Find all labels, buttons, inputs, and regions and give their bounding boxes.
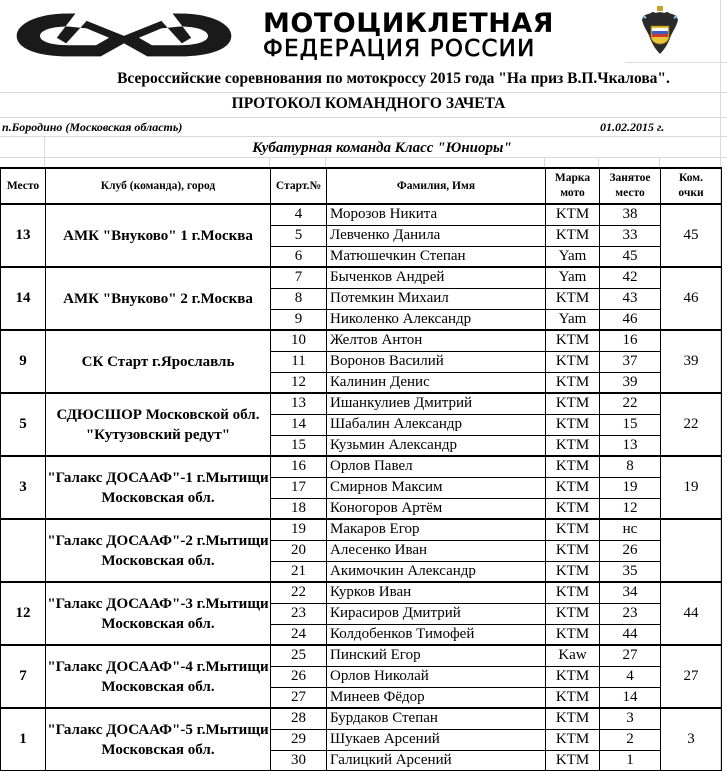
gridline	[0, 136, 727, 137]
rider-position: 27	[600, 645, 661, 666]
rider-name: Левченко Данила	[327, 225, 546, 246]
rider-name: Акимочкин Александр	[327, 561, 546, 582]
wordmark-line1: МОТОЦИКЛЕТНАЯ	[263, 8, 554, 39]
team-club: "Галакс ДОСААФ"-4 г.Мытищи Московская обл.	[46, 645, 271, 708]
rider-position: 46	[600, 309, 661, 330]
team-club: СДЮСШОР Московской обл. "Кутузовский редут"	[46, 393, 271, 456]
rider-start-number: 30	[271, 750, 327, 771]
rider-start-number: 6	[271, 246, 327, 267]
rider-start-number: 9	[271, 309, 327, 330]
class-title: Кубатурная команда Класс "Юниоры"	[252, 140, 512, 156]
rider-moto-brand: KTM	[546, 624, 600, 645]
rider-position: 23	[600, 603, 661, 624]
venue: п.Бородино (Московская область)	[2, 120, 183, 134]
table-row	[1, 708, 722, 729]
rider-position: 38	[600, 204, 661, 225]
rider-name: Быченков Андрей	[327, 267, 546, 288]
rider-position: 34	[600, 582, 661, 603]
team-club: СК Старт г.Ярославль	[46, 330, 271, 393]
team-club: "Галакс ДОСААФ"-3 г.Мытищи Московская обл.	[46, 582, 271, 645]
rider-start-number: 25	[271, 645, 327, 666]
rider-position: 14	[600, 687, 661, 708]
competition-title: Всероссийские соревнования по мотокроссу 2015 года "На приз В.П.Чкалова".	[117, 70, 670, 87]
rider-moto-brand: KTM	[546, 708, 600, 729]
rider-moto-brand: KTM	[546, 414, 600, 435]
federation-logo-icon	[4, 6, 244, 62]
team-club: "Галакс ДОСААФ"-2 г.Мытищи Московская обл.	[46, 519, 271, 582]
gridline	[598, 157, 599, 167]
team-place	[1, 519, 46, 582]
event-date: 01.02.2015 г.	[600, 120, 665, 134]
rider-start-number: 27	[271, 687, 327, 708]
gridline	[0, 157, 727, 158]
col-header-name: Фамилия, Имя	[327, 168, 546, 204]
rider-name: Шукаев Арсений	[327, 729, 546, 750]
eagle-emblem-icon	[640, 4, 680, 56]
rider-moto-brand: KTM	[546, 330, 600, 351]
rider-moto-brand: KTM	[546, 750, 600, 771]
rider-start-number: 15	[271, 435, 327, 456]
rider-position: нс	[600, 519, 661, 540]
rider-start-number: 8	[271, 288, 327, 309]
rider-start-number: 29	[271, 729, 327, 750]
rider-start-number: 21	[271, 561, 327, 582]
col-header-start: Старт.№	[271, 168, 327, 204]
rider-start-number: 12	[271, 372, 327, 393]
rider-moto-brand: KTM	[546, 561, 600, 582]
rider-start-number: 18	[271, 498, 327, 519]
table-row	[1, 330, 722, 351]
team-place: 1	[1, 708, 46, 771]
col-header-position: Занятое место	[600, 168, 661, 204]
gridline	[0, 117, 727, 118]
rider-moto-brand: KTM	[546, 435, 600, 456]
rider-moto-brand: Yam	[546, 309, 600, 330]
table-row	[1, 582, 722, 603]
rider-name: Николенко Александр	[327, 309, 546, 330]
rider-moto-brand: KTM	[546, 225, 600, 246]
rider-name: Орлов Николай	[327, 666, 546, 687]
team-points: 3	[661, 708, 722, 771]
team-points: 22	[661, 393, 722, 456]
team-club: АМК "Внуково" 2 г.Москва	[46, 267, 271, 330]
team-place: 14	[1, 267, 46, 330]
team-place: 7	[1, 645, 46, 708]
rider-position: 12	[600, 498, 661, 519]
rider-position: 39	[600, 372, 661, 393]
rider-moto-brand: KTM	[546, 372, 600, 393]
col-header-place: Место	[1, 168, 46, 204]
rider-position: 13	[600, 435, 661, 456]
team-points: 19	[661, 456, 722, 519]
gridline	[0, 92, 727, 93]
rider-moto-brand: KTM	[546, 729, 600, 750]
rider-position: 4	[600, 666, 661, 687]
rider-name: Потемкин Михаил	[327, 288, 546, 309]
rider-name: Ишанкулиев Дмитрий	[327, 393, 546, 414]
protocol-title: ПРОТОКОЛ КОМАНДНОГО ЗАЧЕТА	[231, 95, 506, 112]
rider-moto-brand: KTM	[546, 540, 600, 561]
rider-moto-brand: Kaw	[546, 645, 600, 666]
rider-name: Минеев Фёдор	[327, 687, 546, 708]
team-results-table	[0, 167, 722, 771]
table-row	[1, 393, 722, 414]
col-header-points: Ком. очки	[661, 168, 722, 204]
team-points: 39	[661, 330, 722, 393]
rider-moto-brand: KTM	[546, 288, 600, 309]
rider-name: Колдобенков Тимофей	[327, 624, 546, 645]
wordmark-line2: ФЕДЕРАЦИЯ РОССИИ	[263, 36, 536, 62]
rider-name: Орлов Павел	[327, 456, 546, 477]
rider-moto-brand: KTM	[546, 582, 600, 603]
table-row	[1, 267, 722, 288]
rider-moto-brand: KTM	[546, 477, 600, 498]
team-points: 27	[661, 645, 722, 708]
table-header-row	[1, 168, 722, 204]
team-points: 45	[661, 204, 722, 267]
team-club: "Галакс ДОСААФ"-1 г.Мытищи Московская обл.	[46, 456, 271, 519]
team-place: 3	[1, 456, 46, 519]
rider-name: Коногоров Артём	[327, 498, 546, 519]
table-row	[1, 645, 722, 666]
rider-moto-brand: Yam	[546, 267, 600, 288]
rider-start-number: 24	[271, 624, 327, 645]
rider-position: 2	[600, 729, 661, 750]
rider-name: Пинский Егор	[327, 645, 546, 666]
rider-start-number: 22	[271, 582, 327, 603]
rider-name: Бурдаков Степан	[327, 708, 546, 729]
rider-position: 3	[600, 708, 661, 729]
rider-start-number: 11	[271, 351, 327, 372]
rider-start-number: 17	[271, 477, 327, 498]
rider-moto-brand: KTM	[546, 498, 600, 519]
rider-start-number: 19	[271, 519, 327, 540]
rider-name: Шабалин Александр	[327, 414, 546, 435]
team-place: 12	[1, 582, 46, 645]
rider-start-number: 14	[271, 414, 327, 435]
rider-position: 15	[600, 414, 661, 435]
gridline	[269, 157, 270, 167]
rider-name: Алесенко Иван	[327, 540, 546, 561]
team-place: 5	[1, 393, 46, 456]
rider-name: Кирасиров Дмитрий	[327, 603, 546, 624]
rider-name: Матюшечкин Степан	[327, 246, 546, 267]
rider-position: 45	[600, 246, 661, 267]
rider-name: Морозов Никита	[327, 204, 546, 225]
col-header-moto: Марка мото	[546, 168, 600, 204]
gridline	[325, 157, 326, 167]
gridline	[544, 157, 545, 167]
rider-start-number: 23	[271, 603, 327, 624]
rider-position: 44	[600, 624, 661, 645]
rider-start-number: 16	[271, 456, 327, 477]
rider-position: 1	[600, 750, 661, 771]
rider-position: 8	[600, 456, 661, 477]
table-row	[1, 456, 722, 477]
rider-name: Курков Иван	[327, 582, 546, 603]
team-points: 46	[661, 267, 722, 330]
team-club: АМК "Внуково" 1 г.Москва	[46, 204, 271, 267]
table-row	[1, 519, 722, 540]
rider-moto-brand: Yam	[546, 246, 600, 267]
gridline	[625, 62, 727, 63]
rider-position: 42	[600, 267, 661, 288]
rider-moto-brand: KTM	[546, 351, 600, 372]
rider-name: Калинин Денис	[327, 372, 546, 393]
rider-position: 22	[600, 393, 661, 414]
rider-position: 26	[600, 540, 661, 561]
rider-moto-brand: KTM	[546, 393, 600, 414]
rider-name: Галицкий Арсений	[327, 750, 546, 771]
team-club: "Галакс ДОСААФ"-5 г.Мытищи Московская обл.	[46, 708, 271, 771]
rider-start-number: 10	[271, 330, 327, 351]
rider-position: 33	[600, 225, 661, 246]
rider-start-number: 20	[271, 540, 327, 561]
rider-name: Макаров Егор	[327, 519, 546, 540]
rider-name: Желтов Антон	[327, 330, 546, 351]
rider-position: 43	[600, 288, 661, 309]
table-row	[1, 204, 722, 225]
team-points	[661, 519, 722, 582]
rider-moto-brand: KTM	[546, 666, 600, 687]
team-place: 9	[1, 330, 46, 393]
rider-name: Кузьмин Александр	[327, 435, 546, 456]
rider-moto-brand: KTM	[546, 456, 600, 477]
rider-moto-brand: KTM	[546, 687, 600, 708]
federation-wordmark	[263, 10, 613, 61]
col-header-club: Клуб (команда), город	[46, 168, 271, 204]
rider-start-number: 28	[271, 708, 327, 729]
rider-moto-brand: KTM	[546, 603, 600, 624]
rider-moto-brand: KTM	[546, 204, 600, 225]
rider-name: Смирнов Максим	[327, 477, 546, 498]
rider-start-number: 26	[271, 666, 327, 687]
rider-position: 37	[600, 351, 661, 372]
rider-position: 19	[600, 477, 661, 498]
rider-start-number: 7	[271, 267, 327, 288]
team-place: 13	[1, 204, 46, 267]
rider-start-number: 13	[271, 393, 327, 414]
rider-name: Воронов Василий	[327, 351, 546, 372]
gridline	[659, 157, 660, 167]
rider-start-number: 4	[271, 204, 327, 225]
rider-moto-brand: KTM	[546, 519, 600, 540]
rider-position: 35	[600, 561, 661, 582]
rider-start-number: 5	[271, 225, 327, 246]
rider-position: 16	[600, 330, 661, 351]
team-points: 44	[661, 582, 722, 645]
